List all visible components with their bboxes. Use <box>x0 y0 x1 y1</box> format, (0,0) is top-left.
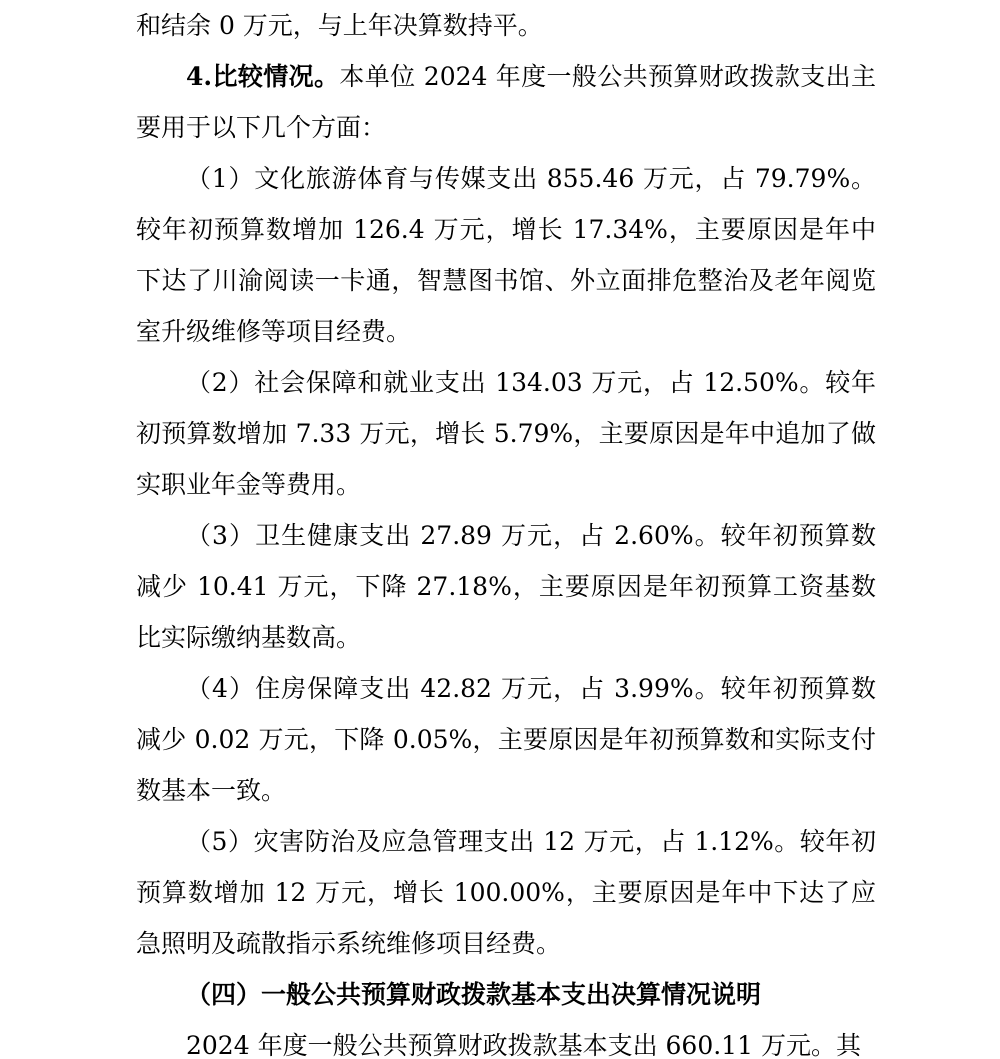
paragraph-item-1: （1）文化旅游体育与传媒支出 855.46 万元，占 79.79%。较年初预算数增加 126.4 万元，增长 17.34%，主要原因是年中下达了川渝阅读一卡通，智慧图书馆、外立面排危整治及老年阅览室升级维修等项目经费。 <box>136 164 876 346</box>
document-page <box>136 0 876 1059</box>
paragraph-comparison <box>136 51 876 153</box>
paragraph-item-4: （4）住房保障支出 42.82 万元，占 3.99%。较年初预算数减少 0.02 万元，下降 0.05%，主要原因是年初预算数和实际支付数基本一致。 <box>136 674 876 805</box>
paragraph-item-3: （3）卫生健康支出 27.89 万元，占 2.60%。较年初预算数减少 10.41 万元，下降 27.18%，主要原因是年初预算工资基数比实际缴纳基数高。 <box>136 521 876 652</box>
comparison-text: 本单位 2024 年度一般公共预算财政拨款支出主要用于以下几个方面： <box>136 62 876 142</box>
paragraph-balance <box>136 0 876 51</box>
paragraph-basic-expenditure: 2024 年度一般公共预算财政拨款基本支出 660.11 万元。其 <box>186 1031 861 1059</box>
section-heading: （四）一般公共预算财政拨款基本支出决算情况说明 <box>186 980 762 1009</box>
paragraph-item-2: （2）社会保障和就业支出 134.03 万元，占 12.50%。较年初预算数增加 7.33 万元，增长 5.79%，主要原因是年中追加了做实职业年金等费用。 <box>136 368 876 499</box>
paragraph-item-5: （5）灾害防治及应急管理支出 12 万元，占 1.12%。较年初预算数增加 12 万元，增长 100.00%，主要原因是年中下达了应急照明及疏散指示系统维修项目经费。 <box>136 827 876 958</box>
comparison-lead: 4.比较情况。 <box>186 62 340 91</box>
paragraph-balance-text: 和结余 0 万元，与上年决算数持平。 <box>136 11 543 40</box>
